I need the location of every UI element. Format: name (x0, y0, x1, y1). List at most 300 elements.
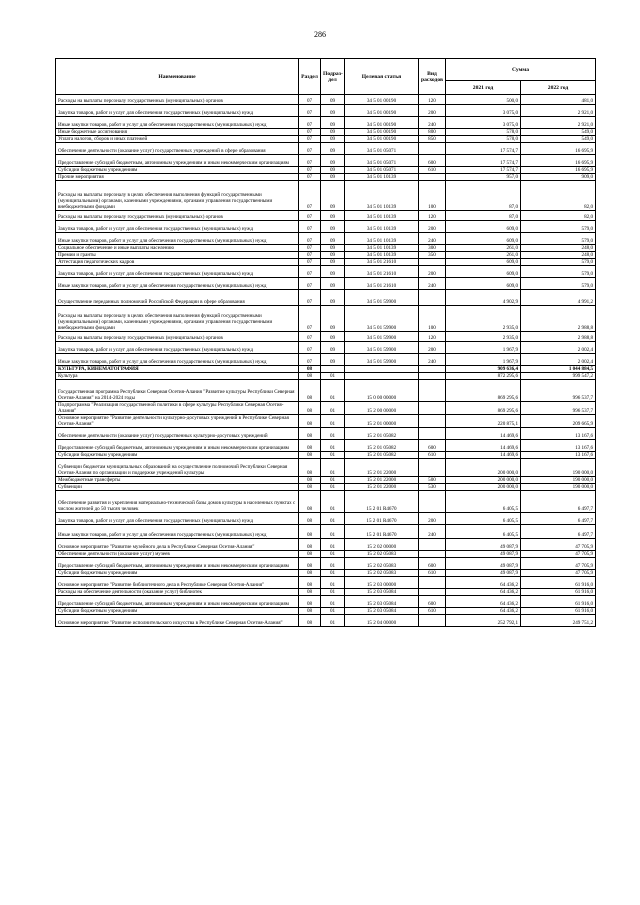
table-row (56, 428, 596, 440)
cell-subsection: 01 (321, 402, 345, 415)
cell-sum-2022: 549,0 (521, 136, 596, 143)
table-row (56, 596, 596, 608)
cell-section: 07 (299, 252, 321, 259)
cell-sum-2021: 909 636,4 (446, 366, 521, 373)
cell-subsection: 09 (321, 252, 345, 259)
cell-subsection: 09 (321, 290, 345, 306)
cell-section: 07 (299, 136, 321, 143)
cell-sum-2021: 578,0 (446, 136, 521, 143)
cell-name: Расходы на выплаты персоналу государственных (муниципальных) органов (56, 211, 299, 221)
cell-subsection: 09 (321, 167, 345, 174)
table-row (56, 252, 596, 259)
cell-section: 08 (299, 589, 321, 596)
cell-section: 08 (299, 615, 321, 627)
cell-target: 15 2 02 05083 (345, 570, 419, 577)
cell-expense-type: 610 (419, 452, 446, 459)
cell-target: 34 5 01 00190 (345, 136, 419, 143)
cell-target: 34 5 01 10139 (345, 174, 419, 181)
cell-name: Иные закупки товаров, работ и услуг для обеспечения государственных (муниципальных) нужд (56, 354, 299, 366)
cell-name: Обеспечение развития и укрепления материально-технической базы домов культуры в населенных пунктах с числом жителей до 50 тысяч человек (56, 491, 299, 513)
cell-target: 34 5 01 21610 (345, 259, 419, 266)
cell-section: 08 (299, 491, 321, 513)
cell-target: 15 2 02 05083 (345, 551, 419, 558)
cell-section: 07 (299, 174, 321, 181)
cell-name: Иные закупки товаров, работ и услуг для обеспечения государственных (муниципальных) нужд (56, 525, 299, 539)
cell-target: 15 2 01 R4670 (345, 491, 419, 513)
cell-section: 07 (299, 105, 321, 117)
cell-name: Субвенции бюджетам муниципальных образований на осуществление полномочий Республики Северная Осетия-Алания по организации и поддержке учреждений культуры (56, 459, 299, 477)
cell-sum-2022: 579,0 (521, 278, 596, 290)
table-row (56, 290, 596, 306)
cell-target: 34 5 01 21610 (345, 278, 419, 290)
cell-target: 34 5 01 10139 (345, 233, 419, 245)
cell-expense-type: 200 (419, 513, 446, 525)
cell-section: 08 (299, 596, 321, 608)
cell-section: 07 (299, 306, 321, 332)
cell-sum-2022: 16 695,9 (521, 155, 596, 167)
cell-name: Иные закупки товаров, работ и услуг для обеспечения государственных (муниципальных) нужд (56, 278, 299, 290)
cell-subsection: 01 (321, 539, 345, 551)
cell-sum-2021: 64 436,2 (446, 596, 521, 608)
cell-name: Социальное обеспечение и иные выплаты населению (56, 245, 299, 252)
cell-expense-type: 200 (419, 266, 446, 278)
cell-sum-2021: 2 935,0 (446, 332, 521, 342)
cell-subsection: 01 (321, 615, 345, 627)
cell-target: 15 2 02 00000 (345, 539, 419, 551)
cell-sum-2022: 61 916,0 (521, 589, 596, 596)
cell-subsection: 01 (321, 525, 345, 539)
cell-section: 07 (299, 290, 321, 306)
cell-subsection: 09 (321, 233, 345, 245)
cell-name: Межбюджетные трансферты (56, 477, 299, 484)
cell-sum-2021: 1 967,9 (446, 342, 521, 354)
cell-sum-2022: 579,0 (521, 259, 596, 266)
cell-sum-2022: 47 705,9 (521, 570, 596, 577)
cell-sum-2021: 609,0 (446, 266, 521, 278)
cell-target: 15 2 01 05082 (345, 440, 419, 452)
cell-name: Предоставление субсидий бюджетным, автономным учреждениям и иным некоммерческим организациям (56, 558, 299, 570)
cell-target: 34 5 01 10139 (345, 221, 419, 233)
cell-name: Закупка товаров, работ и услуг для обеспечения государственных (муниципальных) нужд (56, 221, 299, 233)
cell-sum-2021: 261,0 (446, 252, 521, 259)
cell-subsection: 01 (321, 596, 345, 608)
cell-sum-2022: 2 921,0 (521, 117, 596, 129)
header-section: Раздел (299, 59, 321, 95)
cell-target: 34 5 01 59900 (345, 332, 419, 342)
cell-sum-2021: 3 075,0 (446, 105, 521, 117)
cell-section: 07 (299, 332, 321, 342)
cell-target: 34 5 01 10139 (345, 211, 419, 221)
cell-expense-type: 800 (419, 129, 446, 136)
table-row (56, 143, 596, 155)
cell-section: 07 (299, 266, 321, 278)
cell-expense-type: 610 (419, 570, 446, 577)
table-row (56, 539, 596, 551)
cell-name: Закупка товаров, работ и услуг для обеспечения государственных (муниципальных) нужд (56, 513, 299, 525)
cell-section: 07 (299, 143, 321, 155)
table-row (56, 129, 596, 136)
cell-expense-type: 600 (419, 440, 446, 452)
cell-sum-2022: 16 695,9 (521, 143, 596, 155)
cell-sum-2022: 61 916,0 (521, 577, 596, 589)
table-row (56, 181, 596, 211)
cell-name: Иные закупки товаров, работ и услуг для обеспечения государственных (муниципальных) нужд (56, 233, 299, 245)
cell-sum-2022: 579,0 (521, 221, 596, 233)
cell-expense-type (419, 415, 446, 428)
cell-expense-type: 120 (419, 95, 446, 105)
cell-target: 34 5 01 10139 (345, 245, 419, 252)
cell-sum-2021: 609,0 (446, 259, 521, 266)
cell-section: 08 (299, 452, 321, 459)
cell-expense-type (419, 577, 446, 589)
cell-sum-2021: 49 087,9 (446, 551, 521, 558)
cell-expense-type: 600 (419, 558, 446, 570)
cell-name: Субсидии бюджетным учреждениям (56, 452, 299, 459)
cell-subsection: 01 (321, 477, 345, 484)
cell-expense-type (419, 373, 446, 380)
cell-name: Субсидии бюджетным учреждениям (56, 608, 299, 615)
table-row (56, 233, 596, 245)
table-row (56, 380, 596, 402)
cell-sum-2021: 64 436,2 (446, 589, 521, 596)
cell-sum-2021: 14 469,6 (446, 452, 521, 459)
cell-name: Иные бюджетные ассигнования (56, 129, 299, 136)
cell-section: 08 (299, 577, 321, 589)
table-row (56, 402, 596, 415)
cell-section: 08 (299, 513, 321, 525)
cell-sum-2021: 869 295,6 (446, 402, 521, 415)
cell-target: 34 5 01 59900 (345, 354, 419, 366)
cell-sum-2022: 13 167,6 (521, 428, 596, 440)
cell-section: 07 (299, 95, 321, 105)
cell-sum-2022: 996 537,7 (521, 380, 596, 402)
header-expense-type: Вид расходов (419, 59, 446, 95)
cell-subsection: 01 (321, 452, 345, 459)
cell-section: 08 (299, 525, 321, 539)
cell-sum-2022: 6 497,7 (521, 525, 596, 539)
cell-subsection: 01 (321, 589, 345, 596)
cell-subsection: 01 (321, 570, 345, 577)
table-row (56, 117, 596, 129)
cell-expense-type (419, 143, 446, 155)
cell-expense-type (419, 615, 446, 627)
cell-expense-type: 240 (419, 233, 446, 245)
cell-subsection: 01 (321, 459, 345, 477)
cell-expense-type: 240 (419, 354, 446, 366)
cell-name: Расходы на выплаты персоналу государственных (муниципальных) органов (56, 332, 299, 342)
cell-sum-2022: 209 665,9 (521, 415, 596, 428)
cell-target: 15 2 03 05084 (345, 608, 419, 615)
cell-name: Уплата налогов, сборов и иных платежей (56, 136, 299, 143)
cell-sum-2021: 578,0 (446, 129, 521, 136)
cell-subsection: 01 (321, 577, 345, 589)
cell-subsection: 09 (321, 259, 345, 266)
cell-target: 34 5 01 00190 (345, 117, 419, 129)
cell-expense-type (419, 589, 446, 596)
cell-subsection: 01 (321, 513, 345, 525)
cell-sum-2022: 996 537,7 (521, 402, 596, 415)
cell-subsection: 09 (321, 354, 345, 366)
cell-sum-2022: 2 988,8 (521, 306, 596, 332)
cell-target: 15 2 02 05083 (345, 558, 419, 570)
cell-sum-2021: 14 469,6 (446, 428, 521, 440)
table-row (56, 577, 596, 589)
cell-subsection: 01 (321, 380, 345, 402)
cell-expense-type: 240 (419, 117, 446, 129)
cell-section: 08 (299, 558, 321, 570)
cell-sum-2021: 200 000,0 (446, 459, 521, 477)
cell-sum-2021: 17 574,7 (446, 167, 521, 174)
cell-sum-2021: 87,0 (446, 211, 521, 221)
cell-subsection: 09 (321, 155, 345, 167)
cell-expense-type (419, 459, 446, 477)
cell-name: Закупка товаров, работ и услуг для обеспечения государственных (муниципальных) нужд (56, 105, 299, 117)
cell-sum-2021: 6 405,5 (446, 525, 521, 539)
cell-section: 07 (299, 167, 321, 174)
cell-subsection: 01 (321, 373, 345, 380)
table-row (56, 459, 596, 477)
cell-name: Культура (56, 373, 299, 380)
cell-expense-type (419, 491, 446, 513)
cell-subsection: 09 (321, 266, 345, 278)
cell-sum-2021: 6 405,5 (446, 513, 521, 525)
cell-section: 08 (299, 402, 321, 415)
cell-name: Обеспечение деятельности (оказание услуг) государственных культурно-досуговых учреждений (56, 428, 299, 440)
cell-sum-2022: 61 916,0 (521, 608, 596, 615)
table-row (56, 342, 596, 354)
cell-sum-2022: 190 000,0 (521, 484, 596, 491)
cell-target: 34 5 01 59900 (345, 306, 419, 332)
table-row (56, 570, 596, 577)
table-row (56, 615, 596, 627)
cell-subsection: 09 (321, 332, 345, 342)
cell-sum-2021: 49 087,9 (446, 539, 521, 551)
cell-expense-type: 850 (419, 136, 446, 143)
cell-subsection: 09 (321, 95, 345, 105)
cell-name: Субсидии бюджетным учреждениям (56, 570, 299, 577)
cell-expense-type: 120 (419, 211, 446, 221)
cell-subsection: 09 (321, 306, 345, 332)
cell-section: 08 (299, 570, 321, 577)
cell-sum-2022: 579,0 (521, 266, 596, 278)
table-row (56, 452, 596, 459)
cell-name: Основное мероприятие "Развитие музейного дела в Республике Северная Осетия-Алания" (56, 539, 299, 551)
cell-sum-2022: 61 916,0 (521, 596, 596, 608)
cell-subsection: 01 (321, 440, 345, 452)
table-row (56, 484, 596, 491)
cell-name: Расходы на выплаты персоналу в целях обеспечения выполнения функций государственными (муниципальными) органами, казенными учреждениями, органами управления государственными внебюджетными фондами (56, 181, 299, 211)
cell-expense-type: 610 (419, 608, 446, 615)
table-row (56, 373, 596, 380)
table-row (56, 551, 596, 558)
cell-target: 34 5 01 59900 (345, 290, 419, 306)
cell-name: Аттестация педагогических кадров (56, 259, 299, 266)
table-row (56, 211, 596, 221)
cell-subsection: 09 (321, 129, 345, 136)
cell-name: Обеспечение деятельности (оказание услуг) музеев (56, 551, 299, 558)
cell-sum-2022: 82,0 (521, 211, 596, 221)
cell-sum-2022: 579,0 (521, 233, 596, 245)
cell-target: 15 2 01 22000 (345, 484, 419, 491)
cell-name: Премии и гранты (56, 252, 299, 259)
cell-name: Подпрограмма "Реализация государственной политики в сфере культуры Республики Северная Осетия-Алания" (56, 402, 299, 415)
table-row (56, 491, 596, 513)
cell-name: Закупка товаров, работ и услуг для обеспечения государственных (муниципальных) нужд (56, 266, 299, 278)
cell-target: 15 2 01 00000 (345, 415, 419, 428)
cell-expense-type: 240 (419, 278, 446, 290)
cell-expense-type (419, 551, 446, 558)
cell-expense-type (419, 402, 446, 415)
cell-subsection: 01 (321, 415, 345, 428)
cell-name: Субсидии бюджетным учреждениям (56, 167, 299, 174)
cell-sum-2022: 4 991,2 (521, 290, 596, 306)
cell-target: 15 2 01 R4670 (345, 525, 419, 539)
cell-name: Иные закупки товаров, работ и услуг для обеспечения государственных (муниципальных) нужд (56, 117, 299, 129)
cell-sum-2021: 14 469,6 (446, 440, 521, 452)
cell-target: 34 5 01 05071 (345, 167, 419, 174)
cell-subsection: 09 (321, 245, 345, 252)
cell-sum-2022: 13 167,6 (521, 452, 596, 459)
cell-sum-2022: 6 497,7 (521, 513, 596, 525)
cell-target: 15 2 01 05082 (345, 452, 419, 459)
cell-target: 34 5 01 00190 (345, 95, 419, 105)
table-row (56, 278, 596, 290)
cell-sum-2022: 190 000,0 (521, 477, 596, 484)
table-row (56, 513, 596, 525)
header-name: Наименование (56, 59, 299, 95)
cell-section: 07 (299, 245, 321, 252)
cell-name: КУЛЬТУРА, КИНЕМАТОГРАФИЯ (56, 366, 299, 373)
cell-sum-2021: 4 902,9 (446, 290, 521, 306)
cell-sum-2021: 609,0 (446, 278, 521, 290)
cell-section: 07 (299, 278, 321, 290)
cell-section: 08 (299, 366, 321, 373)
cell-sum-2022: 13 167,6 (521, 440, 596, 452)
cell-target: 34 5 01 05071 (345, 155, 419, 167)
cell-name: Предоставление субсидий бюджетным, автономным учреждениям и иным некоммерческим организациям (56, 155, 299, 167)
cell-subsection: 09 (321, 181, 345, 211)
table-row (56, 245, 596, 252)
cell-subsection: 09 (321, 174, 345, 181)
cell-expense-type (419, 174, 446, 181)
cell-sum-2022: 47 705,9 (521, 539, 596, 551)
cell-sum-2022: 249 751,2 (521, 615, 596, 627)
cell-sum-2022: 47 705,9 (521, 558, 596, 570)
cell-section: 08 (299, 539, 321, 551)
cell-sum-2022: 248,0 (521, 245, 596, 252)
cell-sum-2021: 200 000,0 (446, 477, 521, 484)
cell-sum-2022: 248,0 (521, 252, 596, 259)
cell-target: 15 2 01 05082 (345, 428, 419, 440)
cell-subsection: 01 (321, 551, 345, 558)
cell-section: 07 (299, 221, 321, 233)
cell-section: 08 (299, 440, 321, 452)
cell-target (345, 366, 419, 373)
header-year-2022: 2022 год (521, 81, 596, 95)
cell-subsection: 01 (321, 484, 345, 491)
cell-sum-2022: 2 002,4 (521, 342, 596, 354)
header-subsection: Подраз-дел (321, 59, 345, 95)
cell-sum-2021: 872 295,6 (446, 373, 521, 380)
cell-target: 34 5 01 00190 (345, 129, 419, 136)
cell-section: 08 (299, 484, 321, 491)
cell-subsection: 09 (321, 278, 345, 290)
cell-expense-type (419, 380, 446, 402)
cell-name: Осуществление переданных полномочий Российской Федерации в сфере образования (56, 290, 299, 306)
cell-sum-2022: 2 002,4 (521, 354, 596, 366)
cell-expense-type: 500 (419, 477, 446, 484)
cell-name: Расходы на выплаты персоналу государственных (муниципальных) органов (56, 95, 299, 105)
cell-sum-2022: 1 044 884,5 (521, 366, 596, 373)
table-row (56, 266, 596, 278)
cell-section: 07 (299, 211, 321, 221)
cell-expense-type (419, 428, 446, 440)
table-row (56, 95, 596, 105)
cell-sum-2022: 909,0 (521, 174, 596, 181)
cell-expense-type: 200 (419, 221, 446, 233)
table-row (56, 558, 596, 570)
cell-name: Закупка товаров, работ и услуг для обеспечения государственных (муниципальных) нужд (56, 342, 299, 354)
cell-sum-2021: 957,0 (446, 174, 521, 181)
table-row (56, 366, 596, 373)
cell-target: 15 2 01 R4670 (345, 513, 419, 525)
cell-target: 34 5 01 05071 (345, 143, 419, 155)
cell-name: Предоставление субсидий бюджетным, автономным учреждениям и иным некоммерческим организациям (56, 596, 299, 608)
cell-expense-type: 200 (419, 342, 446, 354)
cell-sum-2021: 64 436,2 (446, 608, 521, 615)
cell-target: 15 2 03 05084 (345, 589, 419, 596)
cell-section: 08 (299, 459, 321, 477)
cell-section: 07 (299, 155, 321, 167)
header-sum: Сумма (446, 59, 596, 81)
table-row (56, 440, 596, 452)
table-body (56, 95, 596, 627)
table-row (56, 608, 596, 615)
cell-target: 15 2 00 00000 (345, 402, 419, 415)
cell-sum-2021: 3 075,0 (446, 117, 521, 129)
table-row (56, 155, 596, 167)
cell-subsection (321, 366, 345, 373)
cell-name: Основное мероприятие "Развитие деятельности культурно-досуговых учреждений в Республике Северная Осетия-Алания" (56, 415, 299, 428)
budget-table (55, 58, 596, 627)
cell-section: 07 (299, 259, 321, 266)
cell-subsection: 09 (321, 221, 345, 233)
cell-sum-2021: 49 087,9 (446, 558, 521, 570)
cell-expense-type (419, 366, 446, 373)
header-target: Целевая статья (345, 59, 419, 95)
cell-sum-2022: 47 705,9 (521, 551, 596, 558)
cell-sum-2022: 6 497,7 (521, 491, 596, 513)
header-year-2021: 2021 год (446, 81, 521, 95)
cell-target: 34 5 01 00190 (345, 105, 419, 117)
cell-section: 07 (299, 129, 321, 136)
cell-target: 34 5 01 21610 (345, 266, 419, 278)
cell-name: Основное мероприятие "Развитие исполнительского искусства в Республике Северная Осетия-Алания" (56, 615, 299, 627)
cell-target: 15 2 03 05084 (345, 596, 419, 608)
cell-sum-2021: 869 295,6 (446, 380, 521, 402)
cell-section: 08 (299, 477, 321, 484)
cell-subsection: 09 (321, 117, 345, 129)
cell-subsection: 01 (321, 428, 345, 440)
table-row (56, 105, 596, 117)
table-row (56, 354, 596, 366)
cell-subsection: 01 (321, 491, 345, 513)
cell-expense-type: 200 (419, 105, 446, 117)
cell-section: 08 (299, 373, 321, 380)
cell-expense-type: 240 (419, 525, 446, 539)
cell-target: 34 5 01 59900 (345, 342, 419, 354)
cell-expense-type: 600 (419, 155, 446, 167)
